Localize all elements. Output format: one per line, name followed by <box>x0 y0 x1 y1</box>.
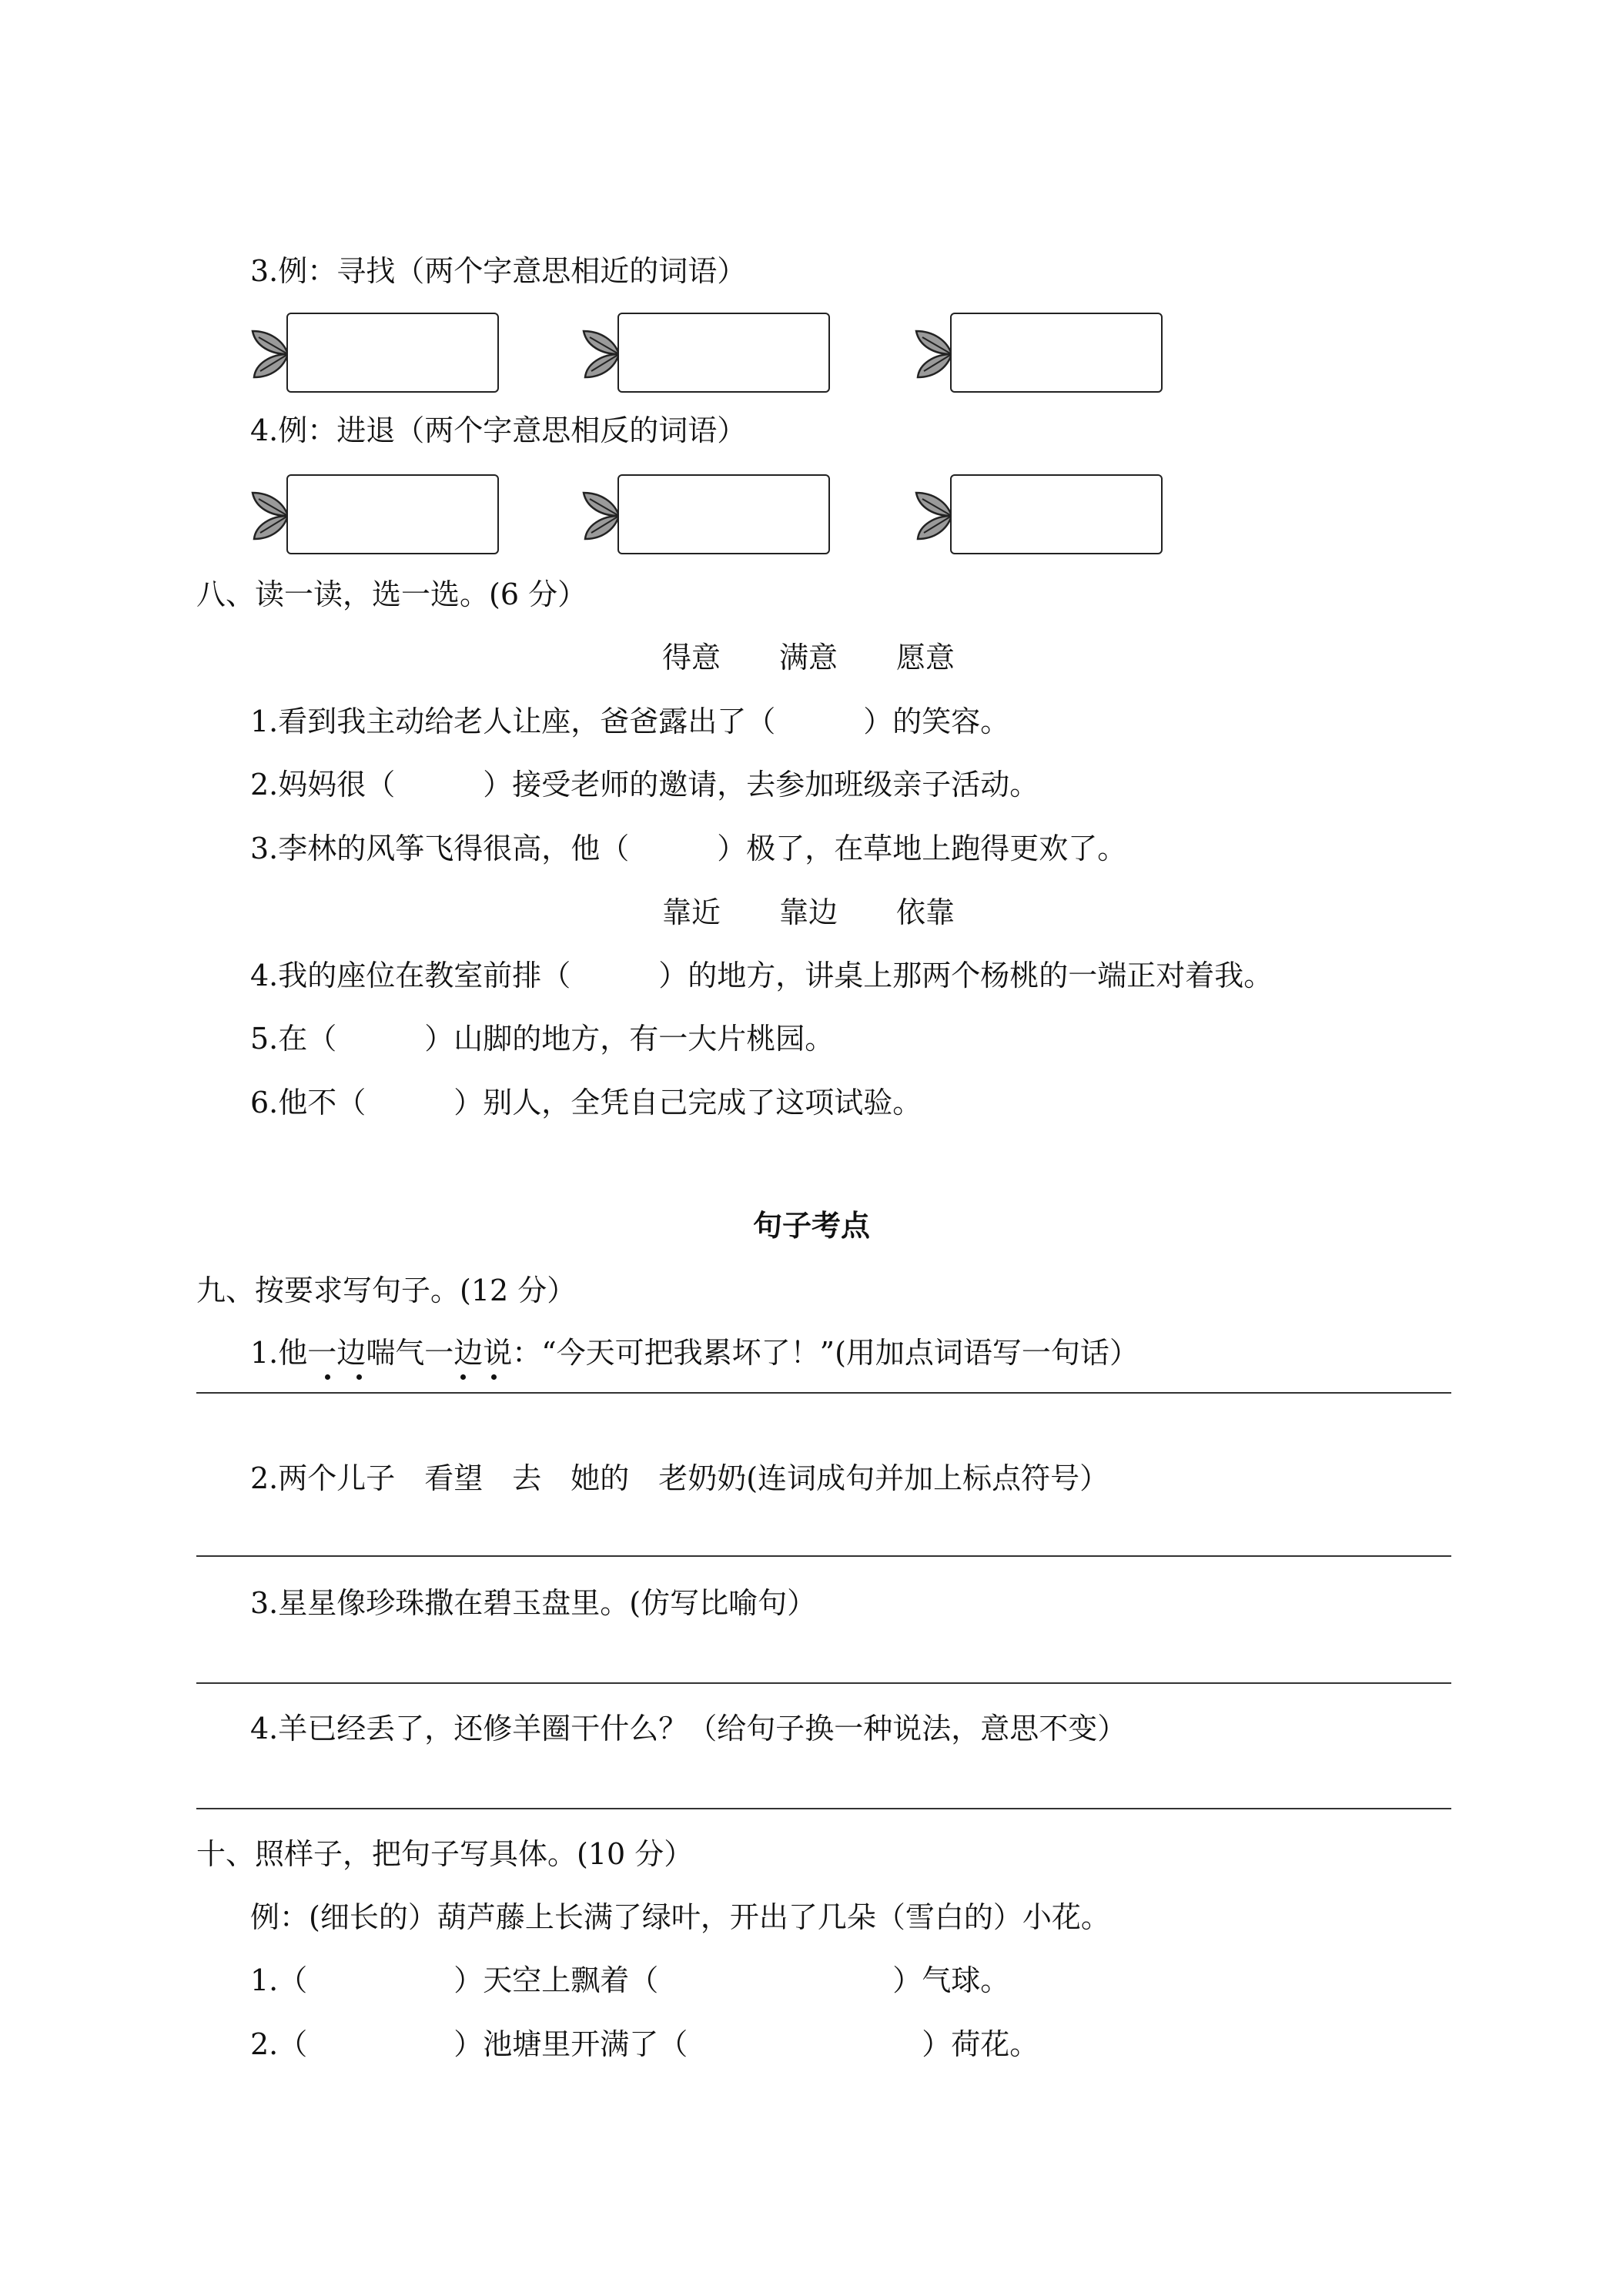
q8-sentence-1: 1.看到我主动给老人让座，爸爸露出了（ ）的笑容。 <box>250 705 1010 738</box>
answer-box[interactable] <box>950 313 1163 393</box>
q10-example: 例：(细长的）葫芦藤上长满了绿叶，开出了几朵（雪白的）小花。 <box>250 1900 1110 1934</box>
q7-item4: 4.例：进退（两个字意思相反的词语） <box>250 413 747 447</box>
answer-line[interactable] <box>196 1555 1451 1557</box>
emphasis-dot <box>491 1374 497 1380</box>
emphasis-dot <box>325 1374 330 1380</box>
q8-sentence-4: 4.我的座位在教室前排（ ）的地方，讲桌上那两个杨桃的一端正对着我。 <box>250 959 1273 992</box>
q8-sentence-6: 6.他不（ ）别人，全凭自己完成了这项试验。 <box>250 1086 922 1120</box>
word-choices-1: 得意 满意 愿意 <box>662 641 955 674</box>
q8-sentence-5: 5.在（ ）山脚的地方，有一大片桃园。 <box>250 1022 835 1056</box>
leaf-icon <box>579 485 622 547</box>
q10-sentence-2: 2.（ ）池塘里开满了（ ）荷花。 <box>250 2027 1039 2061</box>
q10-heading: 十、照样子，把句子写具体。(10 分） <box>196 1837 694 1871</box>
q9-sentence-4: 4.羊已经丢了，还修羊圈干什么？（给句子换一种说法，意思不变） <box>250 1712 1127 1745</box>
answer-box[interactable] <box>286 474 499 554</box>
answer-box[interactable] <box>286 313 499 393</box>
emphasis-dot <box>460 1374 466 1380</box>
q8-sentence-2: 2.妈妈很（ ）接受老师的邀请，去参加班级亲子活动。 <box>250 768 1039 802</box>
leaf-icon <box>912 485 955 547</box>
q9-sentence-1: 1.他一边喘气一边说：“今天可把我累坏了！”(用加点词语写一句话） <box>250 1336 1139 1370</box>
emphasis-dot <box>356 1374 362 1380</box>
q10-sentence-1: 1.（ ）天空上飘着（ ）气球。 <box>250 1963 1010 1997</box>
answer-line[interactable] <box>196 1682 1451 1684</box>
q9-sentence-3: 3.星星像珍珠撒在碧玉盘里。(仿写比喻句） <box>250 1586 817 1620</box>
q9-heading: 九、按要求写句子。(12 分） <box>196 1274 577 1307</box>
q7-item3: 3.例：寻找（两个字意思相近的词语） <box>250 254 747 288</box>
leaf-icon <box>248 323 291 385</box>
q8-heading: 八、读一读，选一选。(6 分） <box>196 577 587 611</box>
answer-box[interactable] <box>617 313 830 393</box>
leaf-icon <box>912 323 955 385</box>
answer-line[interactable] <box>196 1808 1451 1809</box>
leaf-icon <box>248 485 291 547</box>
answer-box[interactable] <box>617 474 830 554</box>
section-title: 句子考点 <box>752 1208 870 1243</box>
q8-sentence-3: 3.李林的风筝飞得很高，他（ ）极了，在草地上跑得更欢了。 <box>250 832 1127 865</box>
leaf-icon <box>579 323 622 385</box>
answer-box[interactable] <box>950 474 1163 554</box>
word-choices-2: 靠近 靠边 依靠 <box>662 895 955 929</box>
q9-sentence-2: 2.两个儿子 看望 去 她的 老奶奶(连词成句并加上标点符号） <box>250 1461 1109 1495</box>
answer-line[interactable] <box>196 1392 1451 1394</box>
